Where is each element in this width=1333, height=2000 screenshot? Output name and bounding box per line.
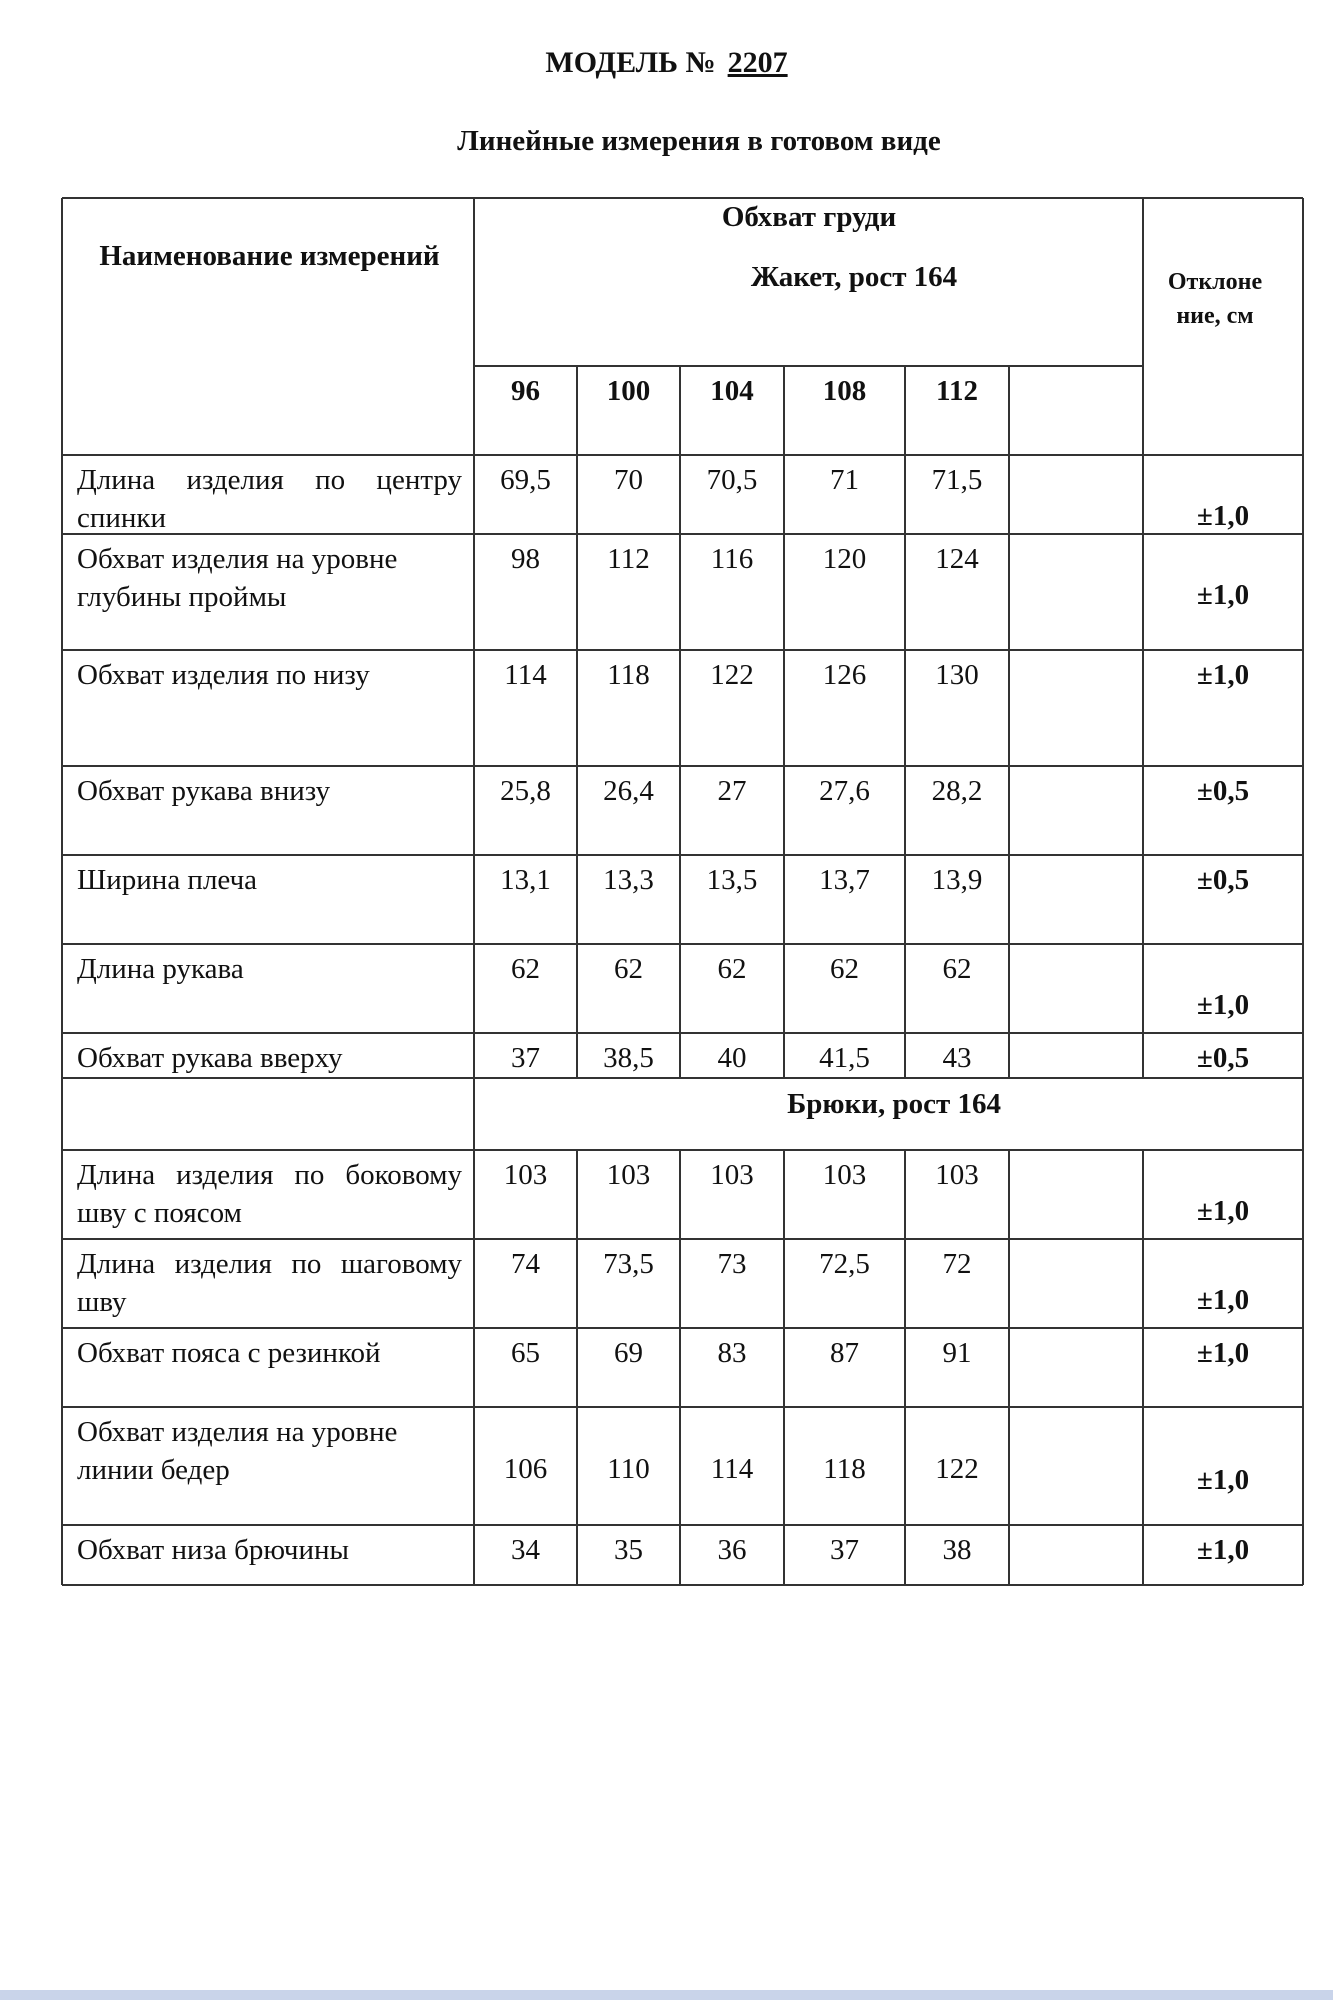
measurement-value: 72 xyxy=(942,1248,972,1280)
measurement-name: Обхват рукава внизу xyxy=(77,775,331,807)
size-header: 96 xyxy=(511,375,540,407)
deviation-value: ±0,5 xyxy=(1196,864,1250,896)
measurement-name: Ширина плеча xyxy=(77,864,258,896)
measurement-value: 41,5 xyxy=(819,1042,870,1074)
deviation-value: ±1,0 xyxy=(1196,1464,1250,1496)
measurement-value: 98 xyxy=(511,543,540,575)
measurement-value: 62 xyxy=(830,953,859,985)
measurement-value: 69,5 xyxy=(500,464,551,496)
model-label: МОДЕЛЬ № xyxy=(545,46,716,79)
measurement-value: 71 xyxy=(830,464,859,496)
name-column-header: Наименование измерений xyxy=(99,240,440,272)
measurement-value: 126 xyxy=(822,659,867,691)
measurement-value: 103 xyxy=(710,1159,754,1191)
measurement-value: 124 xyxy=(935,543,979,575)
measurement-value: 13,9 xyxy=(931,864,983,896)
measurement-value: 13,7 xyxy=(819,864,870,896)
measurement-value: 13,5 xyxy=(706,864,758,896)
measurement-value: 37 xyxy=(511,1042,540,1074)
measurement-name: Обхват пояса с резинкой xyxy=(77,1337,381,1369)
measurement-value: 35 xyxy=(614,1534,643,1566)
measurement-value: 13,1 xyxy=(500,864,551,896)
measurement-value: 28,2 xyxy=(931,775,983,807)
measurement-name: Обхват изделия по низу xyxy=(77,659,370,691)
measurement-value: 13,3 xyxy=(603,864,654,896)
deviation-value: ±0,5 xyxy=(1196,1042,1250,1074)
measurement-name: Обхват низа брючины xyxy=(77,1534,349,1566)
measurement-value: 38 xyxy=(942,1534,972,1566)
measurement-name: Обхват изделия на уровне линии бедер xyxy=(77,1416,398,1486)
measurement-value: 118 xyxy=(823,1453,866,1485)
measurement-value: 27,6 xyxy=(819,775,870,807)
deviation-value: ±1,0 xyxy=(1196,1284,1250,1316)
measurement-value: 122 xyxy=(935,1453,979,1485)
measurement-name: Длина изделия по боковому шву с поясом xyxy=(77,1159,462,1229)
deviation-header: Отклоне ние, см xyxy=(1167,269,1263,329)
measurement-value: 65 xyxy=(511,1337,540,1369)
measurement-name: Обхват рукава вверху xyxy=(77,1042,343,1074)
measurement-name: Обхват изделия на уровне глубины проймы xyxy=(77,543,398,613)
measurement-value: 116 xyxy=(710,543,754,575)
measurement-value: 87 xyxy=(830,1337,859,1369)
deviation-value: ±1,0 xyxy=(1196,989,1250,1021)
measurement-value: 27 xyxy=(717,775,747,807)
measurement-value: 103 xyxy=(503,1159,548,1191)
deviation-value: ±1,0 xyxy=(1196,579,1250,611)
measurement-value: 122 xyxy=(710,659,754,691)
measurement-name: Длина изделия по шаговому шву xyxy=(77,1248,462,1318)
measurement-value: 37 xyxy=(830,1534,859,1566)
document-subtitle: Линейные измерения в готовом виде xyxy=(457,125,941,157)
measurement-value: 72,5 xyxy=(819,1248,870,1280)
measurement-value: 70,5 xyxy=(706,464,758,496)
measurement-value: 70 xyxy=(614,464,643,496)
measurement-value: 112 xyxy=(607,543,650,575)
measurement-value: 62 xyxy=(511,953,540,985)
measurement-value: 62 xyxy=(717,953,747,985)
size-header: 100 xyxy=(606,375,651,407)
measurement-value: 114 xyxy=(504,659,547,691)
measurement-value: 25,8 xyxy=(500,775,551,807)
measurement-value: 103 xyxy=(606,1159,651,1191)
measurement-value: 106 xyxy=(503,1453,548,1485)
measurement-value: 74 xyxy=(511,1248,540,1280)
measurement-value: 103 xyxy=(935,1159,979,1191)
measurement-value: 34 xyxy=(511,1534,540,1566)
measurement-value: 103 xyxy=(822,1159,867,1191)
size-header: 112 xyxy=(936,375,978,407)
measurement-value: 73,5 xyxy=(603,1248,654,1280)
size-header: 108 xyxy=(822,375,867,407)
deviation-value: ±0,5 xyxy=(1196,775,1250,807)
measurement-value: 83 xyxy=(717,1337,747,1369)
measurement-value: 118 xyxy=(607,659,650,691)
measurement-value: 40 xyxy=(717,1042,747,1074)
trousers-header: Брюки, рост 164 xyxy=(787,1088,1001,1120)
chest-girth-header: Обхват груди xyxy=(721,201,897,233)
model-number: 2207 xyxy=(727,46,788,79)
bottom-edge-bar xyxy=(0,1990,1333,2000)
size-header: 104 xyxy=(710,375,754,407)
deviation-value: ±1,0 xyxy=(1196,1534,1250,1566)
measurement-name: Длина рукава xyxy=(77,953,244,985)
measurement-value: 71,5 xyxy=(931,464,983,496)
measurement-value: 69 xyxy=(614,1337,643,1369)
measurement-name: Длина изделия по центру спинки xyxy=(77,464,462,534)
measurement-value: 120 xyxy=(822,543,867,575)
measurement-value: 73 xyxy=(717,1248,747,1280)
measurement-value: 38,5 xyxy=(603,1042,654,1074)
deviation-value: ±1,0 xyxy=(1196,1337,1250,1369)
deviation-value: ±1,0 xyxy=(1196,500,1250,532)
measurement-value: 26,4 xyxy=(603,775,654,807)
deviation-value: ±1,0 xyxy=(1196,659,1250,691)
jacket-header: Жакет, рост 164 xyxy=(750,261,958,293)
measurement-value: 91 xyxy=(942,1337,972,1369)
measurement-value: 62 xyxy=(614,953,643,985)
measurement-value: 130 xyxy=(935,659,979,691)
deviation-value: ±1,0 xyxy=(1196,1195,1250,1227)
measurement-value: 43 xyxy=(942,1042,972,1074)
measurement-value: 36 xyxy=(717,1534,747,1566)
measurement-value: 62 xyxy=(942,953,972,985)
measurement-value: 110 xyxy=(607,1453,650,1485)
measurement-value: 114 xyxy=(710,1453,754,1485)
